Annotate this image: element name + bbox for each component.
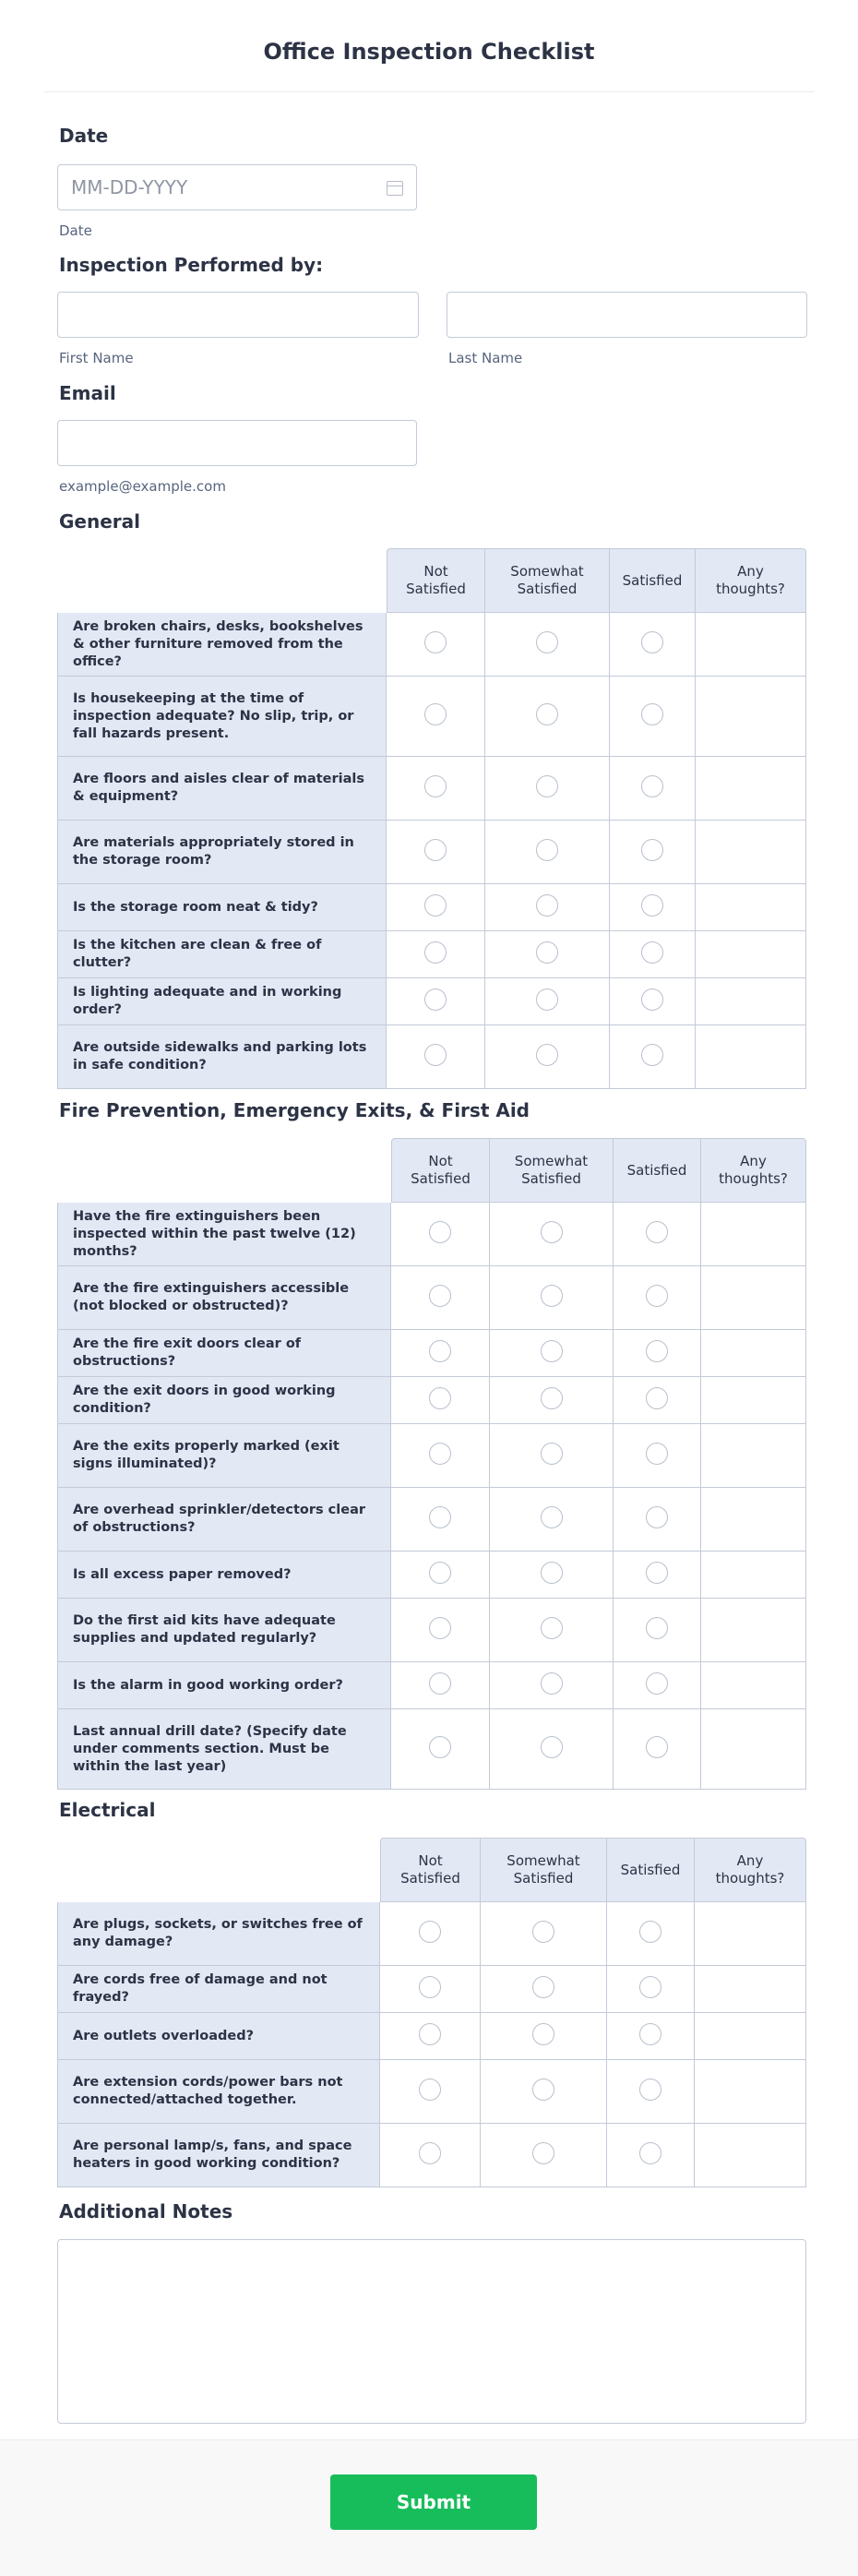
rating-radio[interactable] <box>532 2079 554 2101</box>
matrix-row <box>57 757 806 821</box>
radio-cell <box>387 821 485 884</box>
radio-cell <box>387 884 485 931</box>
radio-cell <box>391 1377 490 1424</box>
thoughts-cell[interactable] <box>696 613 806 677</box>
rating-radio[interactable] <box>641 894 663 917</box>
thoughts-cell[interactable] <box>701 1488 806 1552</box>
thoughts-cell[interactable] <box>696 931 806 978</box>
radio-cell <box>614 1488 701 1552</box>
radio-cell <box>387 613 485 677</box>
radio-cell <box>391 1662 490 1709</box>
radio-cell <box>610 978 696 1025</box>
radio-cell <box>380 2060 481 2124</box>
question-label: Are broken chairs, desks, bookshelves & other furniture removed from the office? <box>57 613 387 677</box>
matrix-row <box>57 1902 806 1966</box>
rating-radio[interactable] <box>541 1285 563 1307</box>
radio-cell <box>380 1966 481 2013</box>
thoughts-cell[interactable] <box>695 2060 806 2124</box>
rating-radio[interactable] <box>429 1443 451 1465</box>
rating-radio[interactable] <box>646 1562 668 1584</box>
question-label: Have the fire extinguishers been inspected within the past twelve (12) months? <box>57 1203 391 1266</box>
question-label: Last annual drill date? (Specify date under comments section. Must be within the last year) <box>57 1709 391 1790</box>
question-label: Are outlets overloaded? <box>57 2013 380 2060</box>
rating-radio[interactable] <box>419 2142 441 2164</box>
radio-cell <box>490 1330 614 1377</box>
question-label: Is lighting adequate and in working order? <box>57 978 387 1025</box>
rating-radio[interactable] <box>646 1221 668 1243</box>
rating-radio[interactable] <box>646 1340 668 1362</box>
radio-cell <box>391 1599 490 1662</box>
rating-radio[interactable] <box>536 775 558 797</box>
date-placeholder: MM-DD-YYYY <box>71 176 188 198</box>
rating-radio[interactable] <box>541 1562 563 1584</box>
rating-radio[interactable] <box>641 1044 663 1066</box>
column-header: Satisfied <box>614 1138 701 1203</box>
radio-cell <box>610 1025 696 1089</box>
column-header: Somewhat Satisfied <box>490 1138 614 1203</box>
radio-cell <box>485 821 610 884</box>
radio-cell <box>481 2060 607 2124</box>
rating-radio[interactable] <box>429 1736 451 1758</box>
rating-radio[interactable] <box>532 1921 554 1943</box>
thoughts-cell[interactable] <box>696 1025 806 1089</box>
thoughts-cell[interactable] <box>701 1266 806 1330</box>
rating-radio[interactable] <box>419 1921 441 1943</box>
radio-cell <box>607 1966 695 2013</box>
rating-radio[interactable] <box>536 631 558 653</box>
rating-radio[interactable] <box>429 1340 451 1362</box>
rating-radio[interactable] <box>641 988 663 1011</box>
matrix-row <box>57 2060 806 2124</box>
question-label: Is housekeeping at the time of inspection adequate? No slip, trip, or fall hazards present. <box>57 677 387 757</box>
question-label: Are overhead sprinkler/detectors clear of obstructions? <box>57 1488 391 1552</box>
column-header: Not Satisfied <box>380 1838 481 1902</box>
matrix-row <box>57 1552 806 1599</box>
rating-radio[interactable] <box>541 1387 563 1409</box>
rating-radio[interactable] <box>646 1506 668 1528</box>
matrix-row <box>57 1662 806 1709</box>
thoughts-cell[interactable] <box>701 1599 806 1662</box>
rating-radio[interactable] <box>532 1976 554 1998</box>
radio-cell <box>610 677 696 757</box>
rating-radio[interactable] <box>429 1285 451 1307</box>
radio-cell <box>607 2124 695 2187</box>
thoughts-cell[interactable] <box>696 821 806 884</box>
column-header: Any thoughts? <box>701 1138 806 1203</box>
notes-label: Additional Notes <box>59 2200 233 2223</box>
question-label: Are floors and aisles clear of materials & equipment? <box>57 757 387 821</box>
radio-cell <box>614 1424 701 1488</box>
rating-radio[interactable] <box>641 703 663 725</box>
question-label: Do the first aid kits have adequate supplies and updated regularly? <box>57 1599 391 1662</box>
rating-radio[interactable] <box>419 2023 441 2045</box>
rating-radio[interactable] <box>532 2142 554 2164</box>
radio-cell <box>485 757 610 821</box>
radio-cell <box>607 1902 695 1966</box>
rating-radio[interactable] <box>646 1736 668 1758</box>
rating-radio[interactable] <box>536 941 558 964</box>
matrix-general <box>57 548 806 1089</box>
rating-radio[interactable] <box>536 703 558 725</box>
radio-cell <box>387 757 485 821</box>
section-title-electrical: Electrical <box>59 1799 156 1821</box>
rating-radio[interactable] <box>541 1617 563 1639</box>
radio-cell <box>391 1266 490 1330</box>
thoughts-cell[interactable] <box>696 757 806 821</box>
radio-cell <box>481 2124 607 2187</box>
rating-radio[interactable] <box>646 1443 668 1465</box>
radio-cell <box>614 1377 701 1424</box>
matrix-row <box>57 1330 806 1377</box>
rating-radio[interactable] <box>424 703 447 725</box>
first-name-sublabel: First Name <box>59 350 134 366</box>
matrix-row <box>57 1599 806 1662</box>
matrix-fire <box>57 1138 806 1790</box>
rating-radio[interactable] <box>429 1506 451 1528</box>
rating-radio[interactable] <box>536 988 558 1011</box>
rating-radio[interactable] <box>419 2079 441 2101</box>
thoughts-cell[interactable] <box>695 1966 806 2013</box>
rating-radio[interactable] <box>639 2142 661 2164</box>
rating-radio[interactable] <box>424 988 447 1011</box>
thoughts-cell[interactable] <box>701 1330 806 1377</box>
radio-cell <box>391 1709 490 1790</box>
thoughts-cell[interactable] <box>701 1662 806 1709</box>
radio-cell <box>391 1330 490 1377</box>
radio-cell <box>485 613 610 677</box>
form-footer <box>0 2439 858 2576</box>
thoughts-cell[interactable] <box>701 1552 806 1599</box>
radio-cell <box>490 1377 614 1424</box>
radio-cell <box>490 1662 614 1709</box>
rating-radio[interactable] <box>429 1221 451 1243</box>
matrix-row <box>57 1025 806 1089</box>
radio-cell <box>490 1424 614 1488</box>
matrix-corner <box>57 1138 391 1203</box>
radio-cell <box>387 978 485 1025</box>
rating-radio[interactable] <box>541 1221 563 1243</box>
column-header: Not Satisfied <box>387 548 485 613</box>
question-label: Are the exits properly marked (exit signs illuminated)? <box>57 1424 391 1488</box>
question-label: Is the alarm in good working order? <box>57 1662 391 1709</box>
matrix-row <box>57 677 806 757</box>
radio-cell <box>485 931 610 978</box>
rating-radio[interactable] <box>639 2079 661 2101</box>
thoughts-cell[interactable] <box>695 2124 806 2187</box>
matrix-row <box>57 2124 806 2187</box>
notes-textarea[interactable] <box>57 2239 806 2424</box>
rating-radio[interactable] <box>541 1506 563 1528</box>
calendar-icon[interactable] <box>387 181 403 196</box>
radio-cell <box>610 884 696 931</box>
rating-radio[interactable] <box>419 1976 441 1998</box>
date-sublabel: Date <box>59 222 92 239</box>
rating-radio[interactable] <box>424 839 447 861</box>
radio-cell <box>490 1266 614 1330</box>
radio-cell <box>614 1552 701 1599</box>
question-label: Is the storage room neat & tidy? <box>57 884 387 931</box>
radio-cell <box>387 931 485 978</box>
question-label: Is all excess paper removed? <box>57 1552 391 1599</box>
column-header: Satisfied <box>610 548 696 613</box>
radio-cell <box>485 884 610 931</box>
last-name-input[interactable] <box>447 292 807 338</box>
thoughts-cell[interactable] <box>696 978 806 1025</box>
email-input[interactable] <box>57 420 417 466</box>
matrix-row <box>57 978 806 1025</box>
radio-cell <box>490 1203 614 1266</box>
column-header: Any thoughts? <box>695 1838 806 1902</box>
matrix-row <box>57 1377 806 1424</box>
radio-cell <box>481 2013 607 2060</box>
form-title: Office Inspection Checklist <box>44 0 814 92</box>
question-label: Are materials appropriately stored in the storage room? <box>57 821 387 884</box>
rating-radio[interactable] <box>424 631 447 653</box>
thoughts-cell[interactable] <box>695 1902 806 1966</box>
question-label: Are plugs, sockets, or switches free of any damage? <box>57 1902 380 1966</box>
radio-cell <box>610 821 696 884</box>
radio-cell <box>490 1709 614 1790</box>
thoughts-cell[interactable] <box>701 1377 806 1424</box>
thoughts-cell[interactable] <box>701 1203 806 1266</box>
radio-cell <box>614 1599 701 1662</box>
column-header: Somewhat Satisfied <box>485 548 610 613</box>
question-label: Are cords free of damage and not frayed? <box>57 1966 380 2013</box>
matrix-row <box>57 1203 806 1266</box>
radio-cell <box>380 2124 481 2187</box>
email-label: Email <box>59 382 116 404</box>
rating-radio[interactable] <box>541 1340 563 1362</box>
question-label: Are outside sidewalks and parking lots in safe condition? <box>57 1025 387 1089</box>
matrix-row <box>57 2013 806 2060</box>
rating-radio[interactable] <box>639 2023 661 2045</box>
radio-cell <box>614 1709 701 1790</box>
rating-radio[interactable] <box>536 839 558 861</box>
rating-radio[interactable] <box>424 1044 447 1066</box>
rating-radio[interactable] <box>429 1387 451 1409</box>
radio-cell <box>485 978 610 1025</box>
radio-cell <box>391 1552 490 1599</box>
rating-radio[interactable] <box>646 1387 668 1409</box>
date-label-text: Date <box>59 125 109 147</box>
radio-cell <box>610 613 696 677</box>
question-label: Is the kitchen are clean & free of clutter? <box>57 931 387 978</box>
matrix-electrical <box>57 1838 806 2187</box>
rating-radio[interactable] <box>641 941 663 964</box>
question-label: Are the fire exit doors clear of obstructions? <box>57 1330 391 1377</box>
matrix-table-electrical <box>57 1838 806 2187</box>
matrix-row <box>57 613 806 677</box>
radio-cell <box>614 1203 701 1266</box>
column-header: Satisfied <box>607 1838 695 1902</box>
radio-cell <box>391 1488 490 1552</box>
column-header: Any thoughts? <box>696 548 806 613</box>
rating-radio[interactable] <box>646 1285 668 1307</box>
rating-radio[interactable] <box>424 775 447 797</box>
rating-radio[interactable] <box>536 894 558 917</box>
rating-radio[interactable] <box>532 2023 554 2045</box>
matrix-row <box>57 1266 806 1330</box>
matrix-corner <box>57 548 387 613</box>
radio-cell <box>481 1966 607 2013</box>
matrix-table-general <box>57 548 806 1089</box>
rating-radio[interactable] <box>536 1044 558 1066</box>
column-header: Somewhat Satisfied <box>481 1838 607 1902</box>
radio-cell <box>387 1025 485 1089</box>
rating-radio[interactable] <box>641 839 663 861</box>
first-name-input[interactable] <box>57 292 419 338</box>
rating-radio[interactable] <box>541 1443 563 1465</box>
submit-button[interactable]: Submit <box>330 2474 537 2530</box>
rating-radio[interactable] <box>541 1736 563 1758</box>
matrix-row <box>57 884 806 931</box>
column-header: Not Satisfied <box>391 1138 490 1203</box>
matrix-row <box>57 1966 806 2013</box>
question-label: Are personal lamp/s, fans, and space heaters in good working condition? <box>57 2124 380 2187</box>
email-sublabel: example@example.com <box>59 478 226 495</box>
radio-cell <box>485 677 610 757</box>
rating-radio[interactable] <box>641 631 663 653</box>
radio-cell <box>391 1203 490 1266</box>
rating-radio[interactable] <box>429 1672 451 1695</box>
radio-cell <box>391 1424 490 1488</box>
rating-radio[interactable] <box>541 1672 563 1695</box>
matrix-row <box>57 1488 806 1552</box>
radio-cell <box>380 1902 481 1966</box>
matrix-row <box>57 821 806 884</box>
section-title-fire: Fire Prevention, Emergency Exits, & First Aid <box>59 1099 530 1121</box>
matrix-row <box>57 931 806 978</box>
radio-cell <box>614 1662 701 1709</box>
radio-cell <box>490 1599 614 1662</box>
rating-radio[interactable] <box>646 1617 668 1639</box>
radio-cell <box>610 931 696 978</box>
rating-radio[interactable] <box>639 1921 661 1943</box>
rating-radio[interactable] <box>429 1562 451 1584</box>
radio-cell <box>607 2060 695 2124</box>
thoughts-cell[interactable] <box>701 1709 806 1790</box>
thoughts-cell[interactable] <box>701 1424 806 1488</box>
matrix-row <box>57 1709 806 1790</box>
inspector-label: Inspection Performed by: <box>59 254 324 276</box>
radio-cell <box>387 677 485 757</box>
last-name-sublabel: Last Name <box>448 350 523 366</box>
rating-radio[interactable] <box>424 941 447 964</box>
rating-radio[interactable] <box>646 1672 668 1695</box>
rating-radio[interactable] <box>639 1976 661 1998</box>
radio-cell <box>610 757 696 821</box>
radio-cell <box>614 1330 701 1377</box>
thoughts-cell[interactable] <box>695 2013 806 2060</box>
date-input[interactable] <box>57 164 417 210</box>
question-label: Are extension cords/power bars not connected/attached together. <box>57 2060 380 2124</box>
radio-cell <box>490 1552 614 1599</box>
rating-radio[interactable] <box>641 775 663 797</box>
matrix-corner <box>57 1838 380 1902</box>
rating-radio[interactable] <box>424 894 447 917</box>
radio-cell <box>485 1025 610 1089</box>
radio-cell <box>481 1902 607 1966</box>
question-label: Are the exit doors in good working condition? <box>57 1377 391 1424</box>
question-label: Are the fire extinguishers accessible (not blocked or obstructed)? <box>57 1266 391 1330</box>
thoughts-cell[interactable] <box>696 677 806 757</box>
matrix-row <box>57 1424 806 1488</box>
notes-wrapper <box>57 2239 806 2424</box>
radio-cell <box>607 2013 695 2060</box>
radio-cell <box>380 2013 481 2060</box>
rating-radio[interactable] <box>429 1617 451 1639</box>
radio-cell <box>490 1488 614 1552</box>
thoughts-cell[interactable] <box>696 884 806 931</box>
matrix-table-fire <box>57 1138 806 1790</box>
radio-cell <box>614 1266 701 1330</box>
section-title-general: General <box>59 510 140 533</box>
